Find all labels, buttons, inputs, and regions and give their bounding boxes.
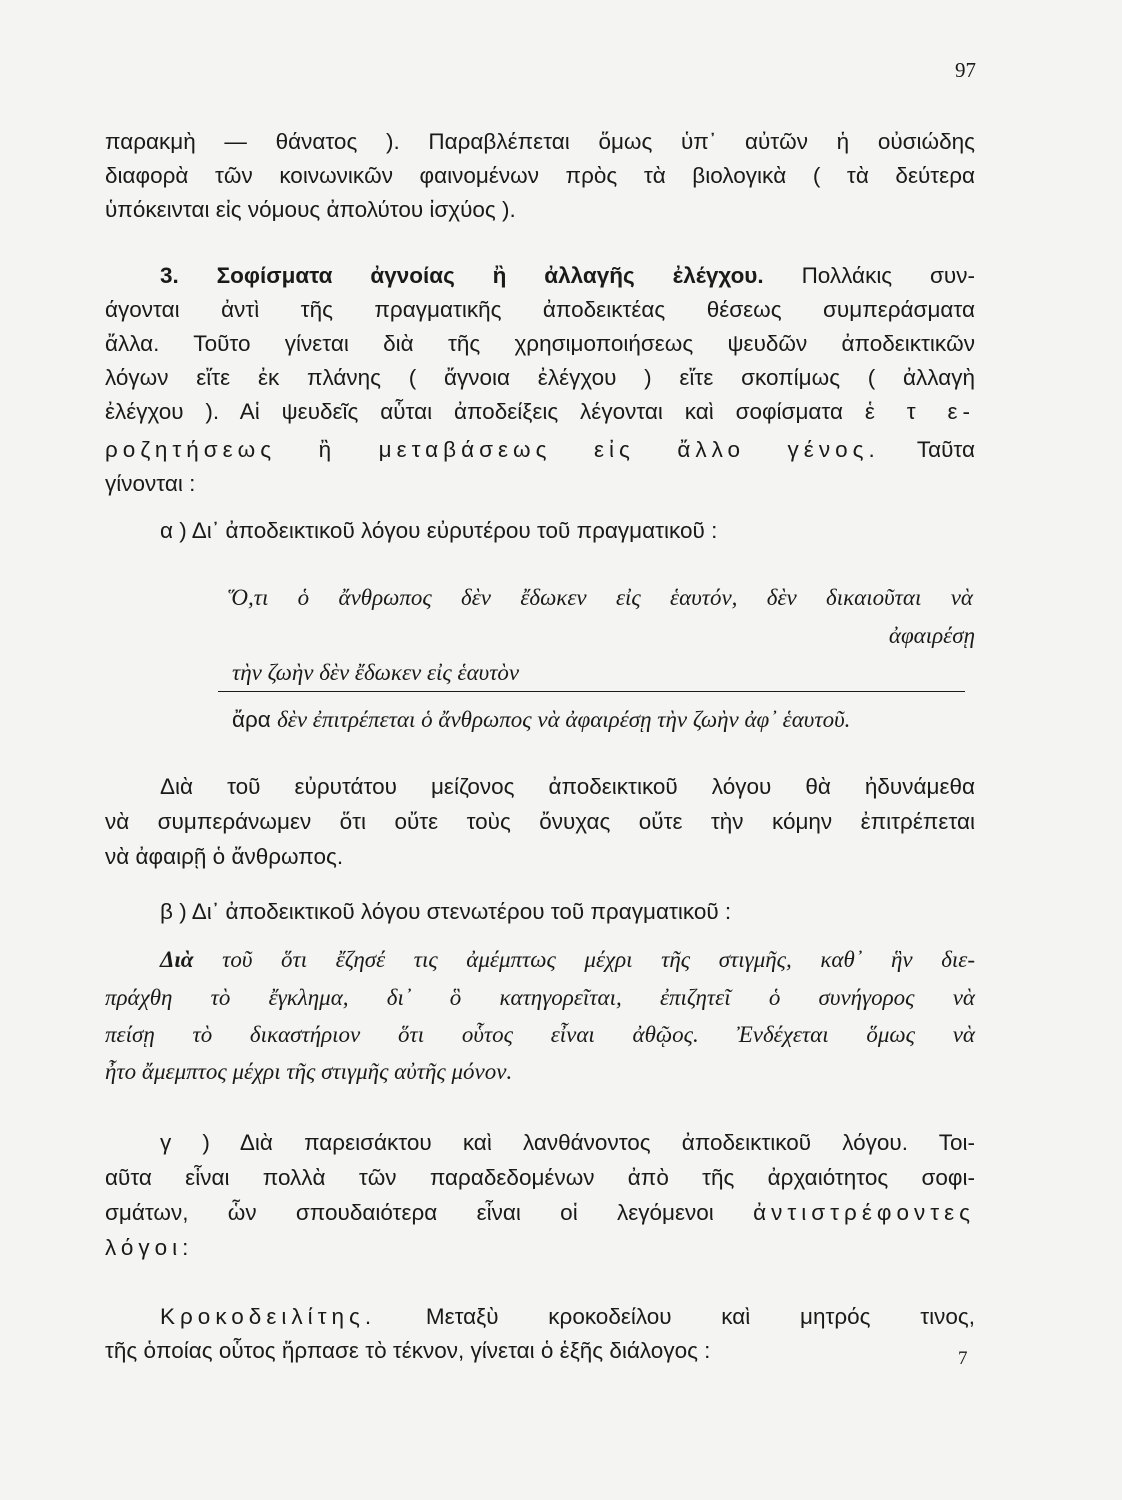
section3-line-2: άγονται ἀντὶ τῆς πραγματικῆς ἀποδεικτέας θέσεως συμπεράσματα <box>105 297 975 322</box>
case-b-line-4: ἦτο ἄμεμπτος μέχρι τῆς στιγμῆς αὐτῆς μόνον. <box>105 1059 513 1084</box>
case-c-line-3-a: σμάτων, ὧν σπουδαιότερα εἶναι οἱ λεγόμενοι <box>105 1200 714 1225</box>
syllogism-premise-1-end: ἀφαιρέσῃ <box>888 623 975 648</box>
case-c-line-2: αῦτα εἶναι πολλὰ τῶν παραδεδομένων ἀπὸ τῆς ἀρχαιότητος σοφι- <box>105 1165 975 1190</box>
intro-line-3: ὑπόκεινται εἰς νόμους ἀπολύτου ἰσχύος ). <box>105 197 516 222</box>
section3-line-6-rest: Ταῦτα <box>916 437 975 462</box>
case-b-line-1 <box>160 945 975 975</box>
syllogism-premise-1: Ὅ,τι ὁ ἄνθρωπος δὲν ἔδωκεν εἰς ἑαυτόν, δὲν δικαιοῦται νὰ <box>228 585 973 610</box>
case-a-label: α ) Δι᾽ ἀποδεικτικοῦ λόγου εὐρυτέρου τοῦ πραγματικοῦ : <box>160 518 718 543</box>
signature-mark: 7 <box>958 1348 968 1369</box>
section3-line-7: γίνονται : <box>105 471 196 496</box>
crocodile-name: Κροκοδειλίτης. <box>160 1304 377 1329</box>
case-b-line-1-rest: τοῦ ὅτι ἔζησέ τις ἀμέμπτως μέχρι τῆς στιγμῆς, καθ᾽ ἣν διε- <box>222 947 976 972</box>
section3-line-6 <box>105 435 975 465</box>
case-b-bold-word: Διὰ <box>160 947 194 972</box>
case-c-line-4: λόγοι: <box>105 1235 194 1260</box>
section3-line-1 <box>160 261 975 291</box>
section3-heading: 3. Σοφίσματα ἀγνοίας ἢ ἀλλαγῆς ἐλέγχου. <box>160 263 764 288</box>
section3-line-1-rest: Πολλάκις συν- <box>801 263 975 288</box>
section3-line-4: λόγων εἴτε ἐκ πλάνης ( ἄγνοια ἐλέγχου ) εἴτε σκοπίμως ( ἀλλαγὴ <box>105 365 975 390</box>
section3-spaced-term: ροζητήσεως ἢ μεταβάσεως εἰς ἄλλο γένος. <box>105 437 880 462</box>
case-b-label: β ) Δι᾽ ἀποδεικτικοῦ λόγου στενωτέρου τοῦ πραγματικοῦ : <box>160 899 732 924</box>
section3-line-3: ἄλλα. Τοῦτο γίνεται διὰ τῆς χρησιμοποιήσεως ψευδῶν ἀποδεικτικῶν <box>105 331 975 356</box>
crocodile-line-2: τῆς ὁποίας οὗτος ἥρπασε τὸ τέκνον, γίνεται ὁ ἑξῆς διάλογος : <box>105 1338 711 1363</box>
crocodile-line-1-rest: Μεταξὺ κροκοδείλου καὶ μητρός τινος, <box>425 1304 975 1329</box>
page-number: 97 <box>955 58 976 82</box>
case-c-line-3 <box>105 1198 975 1228</box>
syllogism-rule <box>218 691 965 692</box>
case-c-spaced-term: ἀντιστρέφοντες <box>753 1200 975 1225</box>
section3-line-5-a: ἐλέγχου ). Αἱ ψευδεῖς αὗται ἀποδείξεις λέγονται καὶ σοφίσματα <box>105 399 843 424</box>
syllogism-conclusion-ara: ἄρα <box>232 707 271 732</box>
section3-line-5 <box>105 397 975 427</box>
syllogism-conclusion-text: δὲν ἐπιτρέπεται ὁ ἄνθρωπος νὰ ἀφαιρέσῃ τὴν ζωὴν ἀφ᾽ ἑαυτοῦ. <box>277 707 851 732</box>
syllogism-conclusion <box>232 705 977 735</box>
case-c-line-1: γ ) Διὰ παρεισάκτου καὶ λανθάνοντος ἀποδεικτικοῦ λόγου. Τοι- <box>160 1130 975 1155</box>
case-b-line-2: πράχθη τὸ ἔγκλημα, δι᾽ ὃ κατηγορεῖται, ἐπιζητεῖ ὁ συνήγορος νὰ <box>105 985 975 1010</box>
crocodile-line-1 <box>160 1302 975 1332</box>
wide-line-1: Διὰ τοῦ εὐρυτάτου μείζονος ἀποδεικτικοῦ λόγου θὰ ἠδυνάμεθα <box>160 774 975 799</box>
intro-line-1: παρακμὴ — θάνατος ). Παραβλέπεται ὅμως ὑπ᾽ αὐτῶν ἡ οὐσιώδης <box>105 129 975 154</box>
wide-line-3: νὰ ἀφαιρῇ ὁ ἄνθρωπος. <box>105 844 344 869</box>
syllogism-premise-2: τὴν ζωὴν δὲν ἔδωκεν εἰς ἑαυτὸν <box>232 660 520 685</box>
section3-line-5-b: ἑ τ ε- <box>864 399 975 424</box>
case-b-line-3: πείσῃ τὸ δικαστήριον ὅτι οὗτος εἶναι ἀθῷος. Ἐνδέχεται ὅμως νὰ <box>105 1022 975 1047</box>
wide-line-2: νὰ συμπεράνωμεν ὅτι οὔτε τοὺς ὄνυχας οὔτε τὴν κόμην ἐπιτρέπεται <box>105 809 975 834</box>
intro-line-2: διαφορὰ τῶν κοινωνικῶν φαινομένων πρὸς τὰ βιολογικὰ ( τὰ δεύτερα <box>105 163 975 188</box>
